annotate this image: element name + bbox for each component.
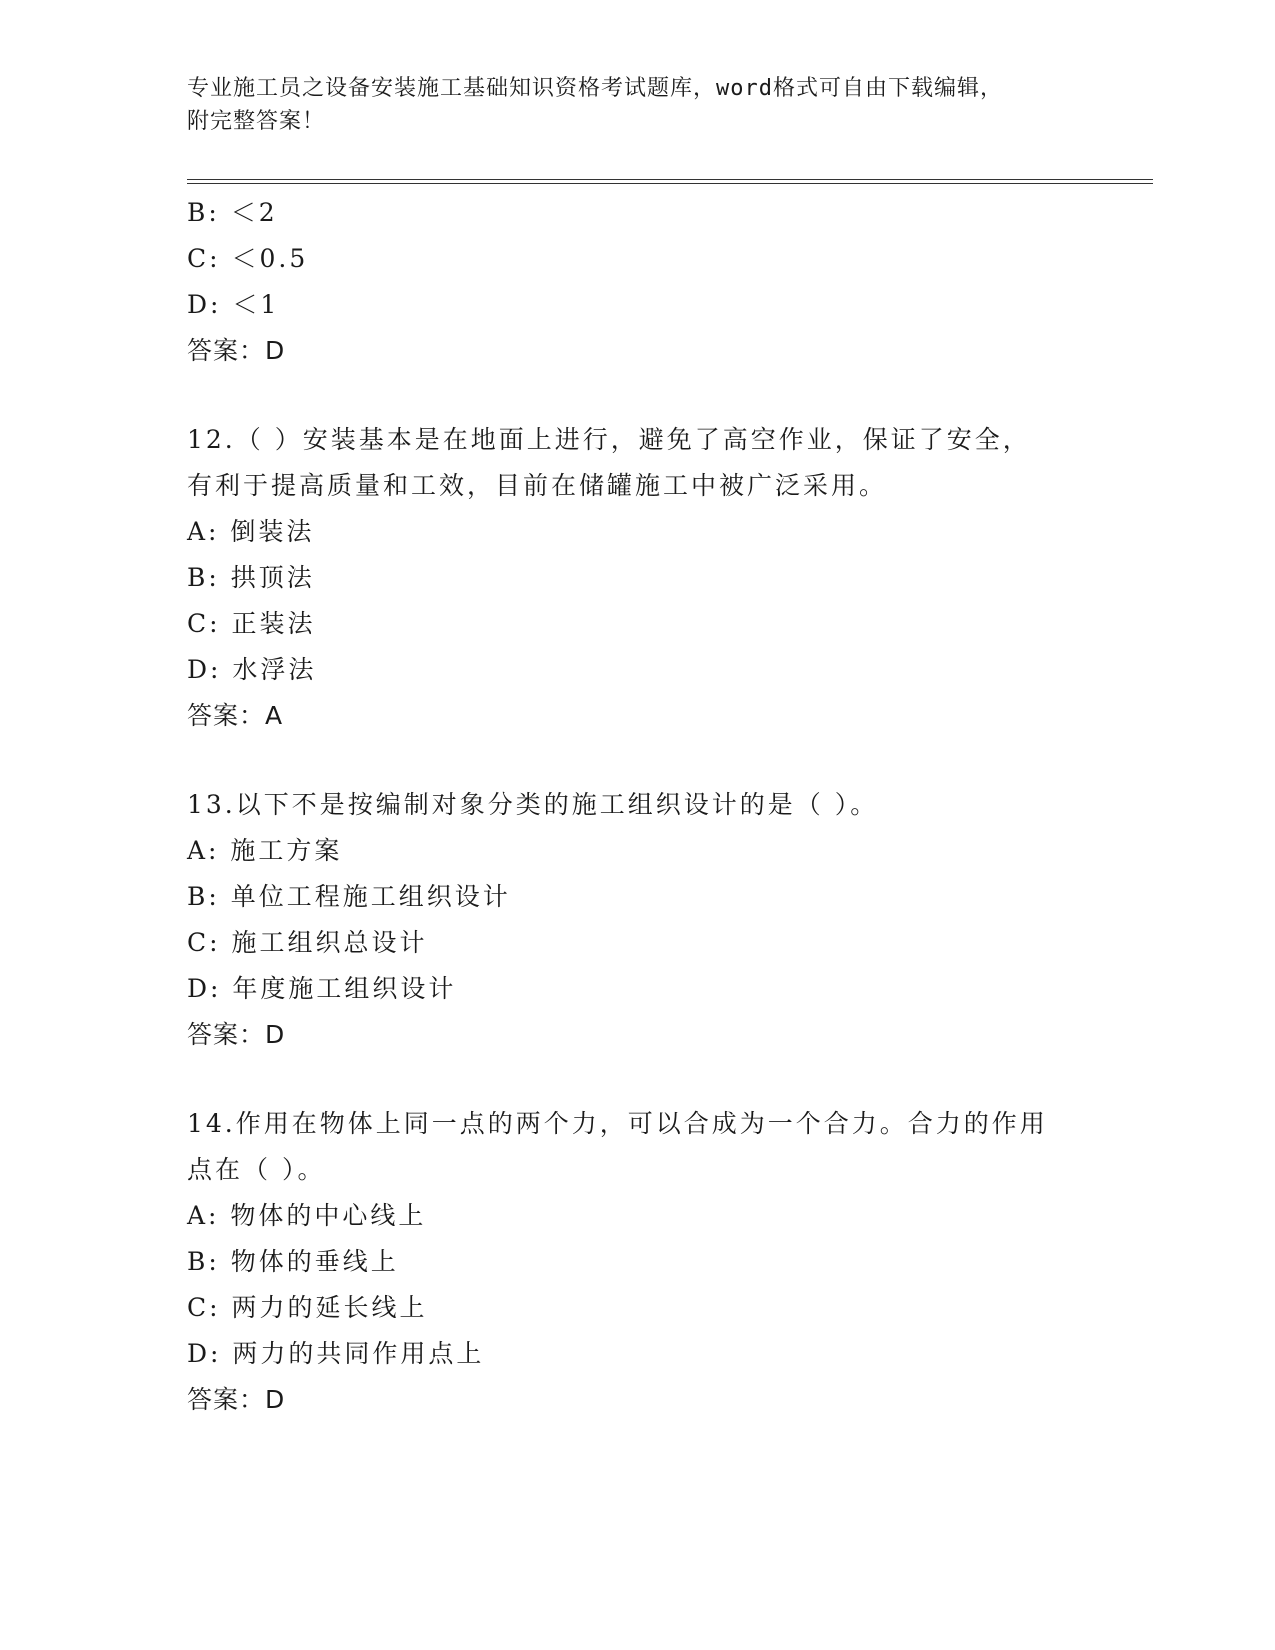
option-d: D: 两力的共同作用点上: [187, 1339, 485, 1368]
option-a: A: 物体的中心线上: [187, 1201, 427, 1230]
option-c: C: ＜0.5: [187, 244, 309, 273]
question-text-line: 13.以下不是按编制对象分类的施工组织设计的是（ ）。: [187, 790, 879, 819]
option-a: A: 倒装法: [187, 517, 315, 546]
header-divider-top: [187, 179, 1153, 180]
option-c: C: 两力的延长线上: [187, 1293, 428, 1322]
option-c: C: 正装法: [187, 609, 316, 638]
question-text-line: 14.作用在物体上同一点的两个力，可以合成为一个合力。合力的作用: [187, 1109, 1048, 1138]
answer-line: 答案：D: [187, 1385, 286, 1414]
option-b: B: 拱顶法: [187, 563, 315, 592]
option-c: C: 施工组织总设计: [187, 928, 428, 957]
question-12: [187, 417, 1117, 739]
question-text-line: 有利于提高质量和工效，目前在储罐施工中被广泛采用。: [187, 471, 888, 500]
option-b: B: 单位工程施工组织设计: [187, 882, 511, 911]
question-14: [187, 1101, 1117, 1423]
answer-line: 答案：D: [187, 336, 286, 365]
option-a: A: 施工方案: [187, 836, 343, 865]
header-divider-bottom: [187, 183, 1153, 184]
option-d: D: 年度施工组织设计: [187, 974, 457, 1003]
answer-line: 答案：D: [187, 1020, 286, 1049]
option-b: B: ＜2: [187, 198, 278, 227]
question-content: [187, 190, 1117, 1423]
option-b: B: 物体的垂线上: [187, 1247, 399, 1276]
document-header: [187, 72, 1087, 138]
option-d: D: ＜1: [187, 290, 280, 319]
header-line-1: 专业施工员之设备安装施工基础知识资格考试题库，word格式可自由下载编辑，: [187, 76, 1003, 101]
question-13: [187, 782, 1117, 1058]
question-text-line: 点在（ ）。: [187, 1155, 326, 1184]
answer-line: 答案：A: [187, 701, 284, 730]
header-line-2: 附完整答案！: [187, 109, 326, 134]
question-11-continued: [187, 190, 1117, 374]
option-d: D: 水浮法: [187, 655, 317, 684]
question-text-line: 12.（ ）安装基本是在地面上进行，避免了高空作业，保证了安全，: [187, 425, 1031, 454]
